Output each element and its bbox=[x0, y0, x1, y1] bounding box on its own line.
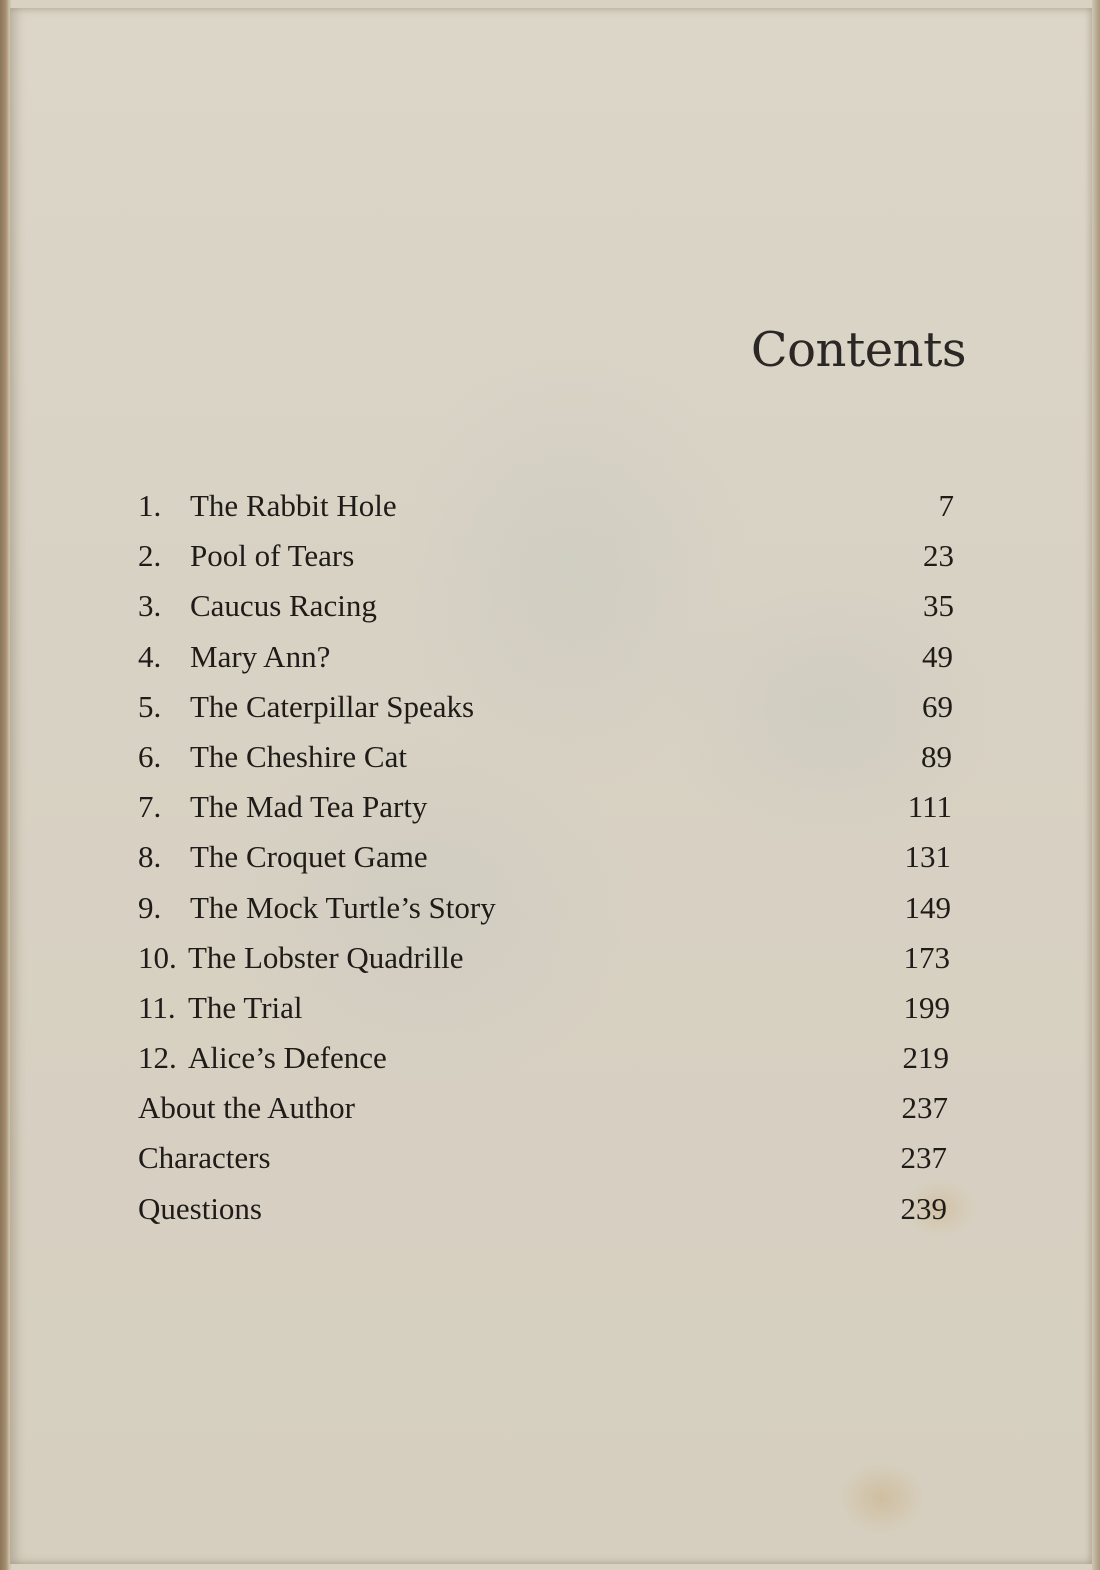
chapter-number: 8. bbox=[138, 839, 162, 875]
chapter-title: Mary Ann? bbox=[190, 638, 331, 674]
toc-entry bbox=[138, 733, 952, 783]
page-number: 239 bbox=[900, 1190, 947, 1226]
section-title: About the Author bbox=[138, 1090, 355, 1126]
chapter-number: 2. bbox=[138, 538, 162, 574]
toc-entry bbox=[138, 833, 951, 883]
section-title: Questions bbox=[138, 1190, 262, 1226]
toc-entry bbox=[138, 1034, 949, 1084]
chapter-title: The Caterpillar Speaks bbox=[190, 688, 475, 724]
page-number: 173 bbox=[903, 939, 950, 975]
page-number: 237 bbox=[900, 1140, 947, 1176]
page-number: 149 bbox=[904, 889, 951, 925]
chapter-title: Caucus Racing bbox=[190, 588, 377, 624]
page-number: 23 bbox=[923, 538, 954, 574]
chapter-title: The Mock Turtle’s Story bbox=[190, 889, 496, 925]
chapter-number: 9. bbox=[138, 889, 162, 925]
page-number: 49 bbox=[922, 638, 953, 674]
toc-entry bbox=[138, 1084, 948, 1134]
chapter-number: 11. bbox=[138, 989, 176, 1025]
section-title: Characters bbox=[138, 1140, 271, 1176]
page-number: 199 bbox=[903, 989, 950, 1025]
chapter-number: 1. bbox=[138, 488, 162, 523]
toc-entry bbox=[138, 984, 950, 1034]
toc-entry bbox=[138, 1185, 947, 1235]
page-edge bbox=[1092, 0, 1100, 1570]
chapter-number: 5. bbox=[138, 688, 162, 724]
page-number: 35 bbox=[923, 588, 954, 624]
toc-entry bbox=[138, 633, 953, 683]
toc-entry bbox=[138, 884, 951, 934]
chapter-number: 10. bbox=[138, 939, 177, 975]
page-number: 219 bbox=[902, 1040, 949, 1076]
book-page bbox=[10, 8, 1092, 1564]
toc-entry bbox=[138, 934, 950, 984]
chapter-title: Pool of Tears bbox=[190, 538, 355, 574]
chapter-title: The Cheshire Cat bbox=[190, 738, 407, 774]
chapter-number: 3. bbox=[138, 588, 162, 624]
toc-entry bbox=[138, 783, 952, 833]
page-number: 69 bbox=[922, 688, 953, 724]
page-number: 111 bbox=[907, 789, 952, 825]
chapter-number: 7. bbox=[138, 789, 162, 825]
chapter-title: The Rabbit Hole bbox=[190, 488, 397, 523]
chapter-title: The Trial bbox=[188, 989, 303, 1025]
page-number: 7 bbox=[938, 488, 954, 523]
page-number: 237 bbox=[901, 1090, 948, 1126]
page-number: 131 bbox=[904, 839, 951, 875]
toc-entry bbox=[138, 532, 954, 582]
chapter-title: The Croquet Game bbox=[190, 839, 428, 875]
table-of-contents bbox=[138, 482, 958, 1235]
chapter-title: The Lobster Quadrille bbox=[188, 939, 464, 975]
page-title: Contents bbox=[750, 322, 966, 378]
page-number: 89 bbox=[921, 738, 952, 774]
toc-entry bbox=[138, 1134, 947, 1184]
toc-entry bbox=[138, 683, 953, 733]
chapter-number: 6. bbox=[138, 738, 162, 774]
chapter-number: 4. bbox=[138, 638, 162, 674]
chapter-title: Alice’s Defence bbox=[188, 1040, 387, 1076]
toc-entry bbox=[138, 582, 954, 632]
chapter-number: 12. bbox=[138, 1040, 177, 1076]
chapter-title: The Mad Tea Party bbox=[190, 789, 428, 825]
toc-entry bbox=[138, 482, 954, 532]
